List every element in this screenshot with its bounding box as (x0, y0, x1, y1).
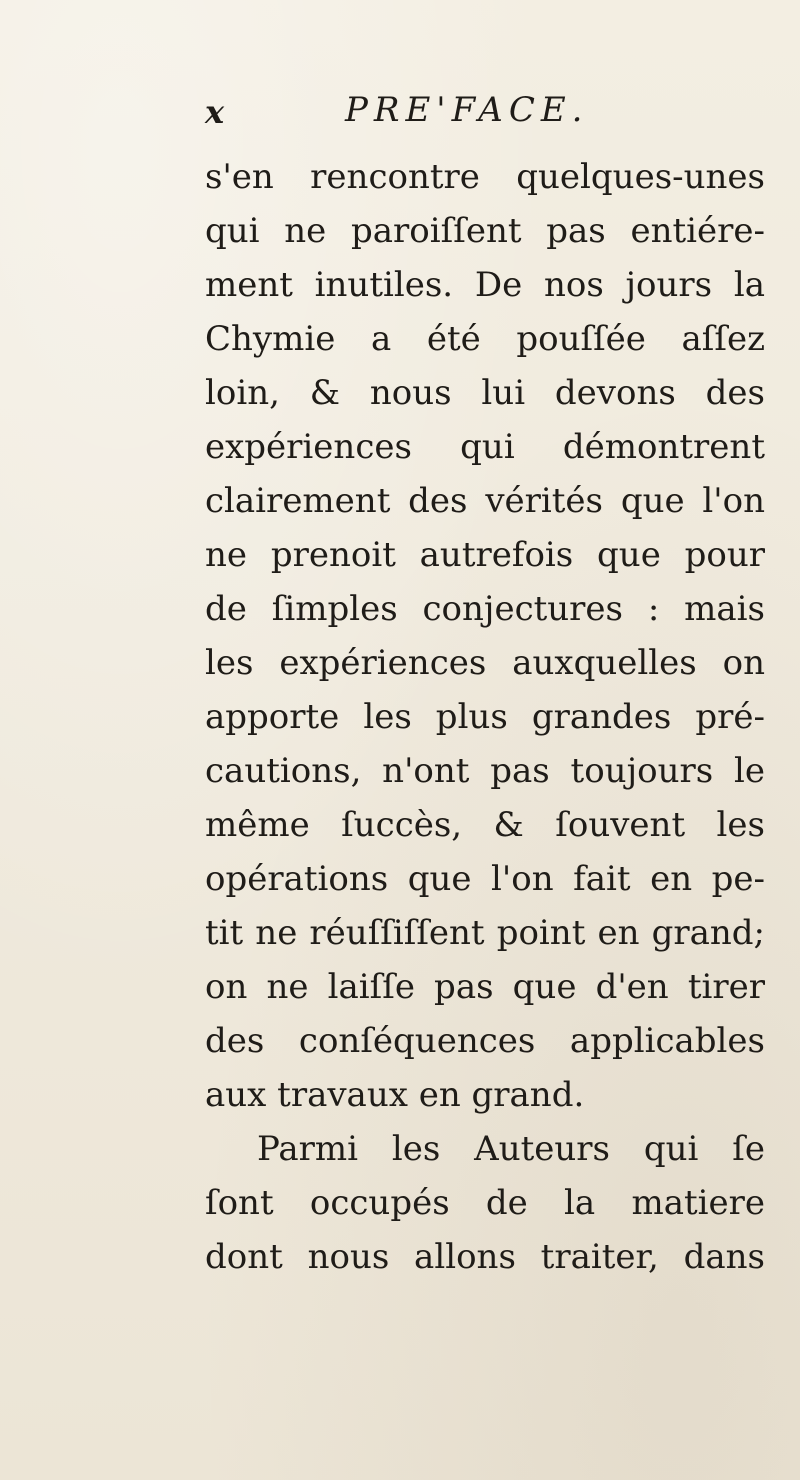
text-line: même ſuccès, & ſouvent les (205, 805, 765, 845)
body-text (205, 150, 765, 1284)
running-title: PRE'FACE. (345, 90, 589, 130)
text-line: Chymie a été pouſſée aſſez (205, 319, 765, 359)
text-line: apporte les plus grandes pré- (205, 697, 765, 737)
text-line: ment inutiles. De nos jours la (205, 265, 765, 305)
text-line: qui ne paroiſſent pas entiére- (205, 211, 765, 251)
text-line: de ſimples conjectures : mais (205, 589, 765, 629)
text-line: clairement des vérités que l'on (205, 481, 765, 521)
text-line: tit ne réuſſiſſent point en grand; (205, 913, 765, 953)
folio-number: x (205, 93, 225, 131)
text-line: Parmi les Auteurs qui ſe (257, 1129, 765, 1169)
text-line: s'en rencontre quelques-unes (205, 157, 765, 197)
text-line: loin, & nous lui devons des (205, 373, 765, 413)
text-line: on ne laiſſe pas que d'en tirer (205, 967, 765, 1007)
page-header (205, 88, 765, 138)
text-line: ne prenoit autrefois que pour (205, 535, 765, 575)
text-line: cautions, n'ont pas toujours le (205, 751, 765, 791)
text-line: ſont occupés de la matiere (205, 1183, 765, 1223)
text-line: les expériences auxquelles on (205, 643, 765, 683)
text-line: dont nous allons traiter, dans (205, 1237, 765, 1277)
text-line: des conſéquences applicables (205, 1021, 765, 1061)
text-line: aux travaux en grand. (205, 1075, 585, 1115)
text-line: expériences qui démontrent (205, 427, 765, 467)
text-line: opérations que l'on fait en pe- (205, 859, 765, 899)
